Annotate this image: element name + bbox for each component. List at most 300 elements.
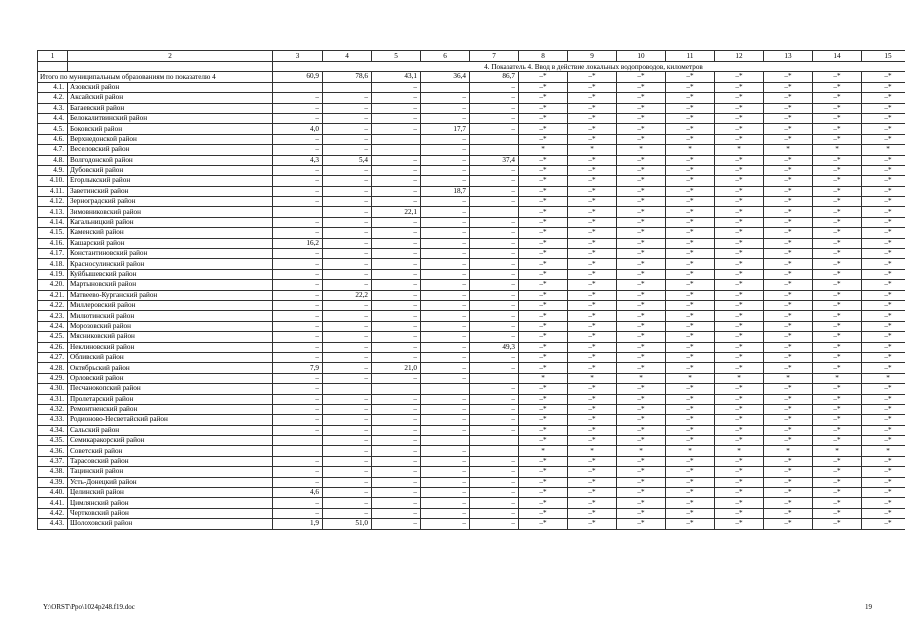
row-value: –* bbox=[568, 332, 617, 342]
row-value: –* bbox=[764, 352, 813, 362]
total-row-value: –* bbox=[617, 72, 666, 82]
total-row bbox=[38, 72, 905, 82]
row-value: –* bbox=[813, 93, 862, 103]
row-value: –* bbox=[764, 238, 813, 248]
row-value: –* bbox=[568, 425, 617, 435]
row-value: –* bbox=[519, 311, 568, 321]
row-value: * bbox=[519, 373, 568, 383]
row-value: – bbox=[372, 103, 421, 113]
row-value: – bbox=[323, 488, 372, 498]
row-value: – bbox=[372, 508, 421, 518]
row-value: – bbox=[372, 425, 421, 435]
row-value: –* bbox=[813, 311, 862, 321]
row-value: –* bbox=[715, 404, 764, 414]
row-value: –* bbox=[813, 488, 862, 498]
table-row bbox=[38, 436, 905, 446]
row-value: – bbox=[470, 477, 519, 487]
row-value: –* bbox=[568, 404, 617, 414]
district-name: Тацинский район bbox=[68, 467, 273, 477]
row-value: –* bbox=[666, 488, 715, 498]
column-number-cell: 6 bbox=[421, 51, 470, 62]
row-value: –* bbox=[666, 165, 715, 175]
row-value: – bbox=[273, 269, 323, 279]
row-value: –* bbox=[764, 82, 813, 92]
row-number: 4.2. bbox=[38, 93, 68, 103]
row-value: –* bbox=[764, 467, 813, 477]
row-value: –* bbox=[519, 280, 568, 290]
row-value: –* bbox=[617, 155, 666, 165]
row-value: – bbox=[273, 197, 323, 207]
row-value: –* bbox=[764, 207, 813, 217]
row-value: – bbox=[273, 456, 323, 466]
row-value: – bbox=[323, 176, 372, 186]
row-value: – bbox=[372, 436, 421, 446]
row-value: –* bbox=[519, 456, 568, 466]
row-value: – bbox=[323, 425, 372, 435]
row-value: – bbox=[273, 404, 323, 414]
row-value: – bbox=[323, 415, 372, 425]
row-value: – bbox=[421, 311, 470, 321]
table-row bbox=[38, 124, 905, 134]
row-value: –* bbox=[862, 300, 905, 310]
row-value: – bbox=[273, 332, 323, 342]
row-value: – bbox=[421, 134, 470, 144]
row-value: –* bbox=[813, 342, 862, 352]
row-value: – bbox=[323, 113, 372, 123]
row-value: –* bbox=[568, 113, 617, 123]
row-value: – bbox=[421, 259, 470, 269]
row-value: –* bbox=[617, 103, 666, 113]
row-value: –* bbox=[862, 290, 905, 300]
row-value: –* bbox=[568, 103, 617, 113]
row-value: –* bbox=[568, 134, 617, 144]
row-value: –* bbox=[813, 165, 862, 175]
table-row bbox=[38, 394, 905, 404]
row-number: 4.4. bbox=[38, 113, 68, 123]
row-value: –* bbox=[862, 155, 905, 165]
row-value: –* bbox=[862, 197, 905, 207]
row-value: – bbox=[323, 134, 372, 144]
row-value: – bbox=[323, 477, 372, 487]
row-number: 4.3. bbox=[38, 103, 68, 113]
row-value: * bbox=[617, 446, 666, 456]
row-value: –* bbox=[862, 259, 905, 269]
row-value: – bbox=[273, 145, 323, 155]
row-value: –* bbox=[519, 415, 568, 425]
row-value: –* bbox=[764, 186, 813, 196]
row-value: –* bbox=[519, 176, 568, 186]
row-value: –* bbox=[666, 134, 715, 144]
row-value: –* bbox=[519, 394, 568, 404]
district-name: Белокалитвинский район bbox=[68, 113, 273, 123]
row-value: –* bbox=[519, 363, 568, 373]
row-value: –* bbox=[862, 113, 905, 123]
row-value: –* bbox=[813, 290, 862, 300]
row-value: –* bbox=[519, 259, 568, 269]
row-value: –* bbox=[715, 217, 764, 227]
row-value bbox=[470, 145, 519, 155]
row-value: –* bbox=[862, 186, 905, 196]
row-value: –* bbox=[568, 186, 617, 196]
row-value: – bbox=[372, 217, 421, 227]
row-value: – bbox=[421, 145, 470, 155]
table-row bbox=[38, 488, 905, 498]
row-value: * bbox=[764, 446, 813, 456]
row-value bbox=[372, 384, 421, 394]
row-value: – bbox=[273, 165, 323, 175]
column-number-cell: 9 bbox=[568, 51, 617, 62]
row-value: –* bbox=[715, 436, 764, 446]
table-row bbox=[38, 446, 905, 456]
row-value bbox=[273, 82, 323, 92]
row-value: – bbox=[421, 238, 470, 248]
row-value: –* bbox=[666, 363, 715, 373]
row-value: –* bbox=[568, 342, 617, 352]
district-name: Морозовский район bbox=[68, 321, 273, 331]
section-blank-cell bbox=[68, 62, 273, 72]
row-value: –* bbox=[617, 352, 666, 362]
row-value bbox=[421, 82, 470, 92]
row-value: – bbox=[323, 446, 372, 456]
row-value: – bbox=[470, 269, 519, 279]
row-number: 4.19. bbox=[38, 269, 68, 279]
row-value: –* bbox=[617, 488, 666, 498]
row-number: 4.7. bbox=[38, 145, 68, 155]
district-name: Шолоховский район bbox=[68, 519, 273, 529]
row-number: 4.10. bbox=[38, 176, 68, 186]
row-value: –* bbox=[666, 217, 715, 227]
row-value: –* bbox=[666, 197, 715, 207]
row-value: – bbox=[470, 217, 519, 227]
row-value: * bbox=[813, 373, 862, 383]
row-value: –* bbox=[764, 165, 813, 175]
row-value: – bbox=[273, 394, 323, 404]
row-value: – bbox=[372, 176, 421, 186]
row-value: –* bbox=[813, 404, 862, 414]
row-value: – bbox=[421, 249, 470, 259]
column-number-cell: 15 bbox=[862, 51, 905, 62]
row-value: –* bbox=[715, 384, 764, 394]
row-value: –* bbox=[813, 259, 862, 269]
row-value: – bbox=[421, 456, 470, 466]
district-name: Багаевский район bbox=[68, 103, 273, 113]
row-value: –* bbox=[813, 134, 862, 144]
row-value: –* bbox=[862, 456, 905, 466]
column-number-cell: 3 bbox=[273, 51, 323, 62]
row-value bbox=[273, 207, 323, 217]
indicator-table bbox=[37, 50, 905, 530]
row-value: – bbox=[273, 508, 323, 518]
row-value: – bbox=[323, 269, 372, 279]
row-value: – bbox=[372, 228, 421, 238]
row-value: – bbox=[323, 373, 372, 383]
district-name: Родионово-Несветайский район bbox=[68, 415, 273, 425]
row-number: 4.22. bbox=[38, 300, 68, 310]
district-name: Целинский район bbox=[68, 488, 273, 498]
row-value: –* bbox=[519, 113, 568, 123]
row-value: –* bbox=[764, 498, 813, 508]
row-value: –* bbox=[519, 467, 568, 477]
row-value: * bbox=[715, 446, 764, 456]
row-value bbox=[273, 446, 323, 456]
total-row-value: 43,1 bbox=[372, 72, 421, 82]
table-row bbox=[38, 280, 905, 290]
row-value: –* bbox=[813, 124, 862, 134]
row-value: – bbox=[273, 311, 323, 321]
row-value: –* bbox=[813, 384, 862, 394]
column-number-cell: 1 bbox=[38, 51, 68, 62]
district-name: Кашарский район bbox=[68, 238, 273, 248]
row-value: –* bbox=[813, 436, 862, 446]
row-value: –* bbox=[813, 394, 862, 404]
district-name: Семикаракорский район bbox=[68, 436, 273, 446]
row-value: –* bbox=[666, 82, 715, 92]
total-row-value: –* bbox=[813, 72, 862, 82]
row-value: –* bbox=[617, 290, 666, 300]
row-value: –* bbox=[764, 280, 813, 290]
total-row-value: 60,9 bbox=[273, 72, 323, 82]
row-value: –* bbox=[519, 342, 568, 352]
row-value: 22,2 bbox=[323, 290, 372, 300]
row-value: –* bbox=[617, 93, 666, 103]
row-value: –* bbox=[519, 103, 568, 113]
row-value: –* bbox=[617, 217, 666, 227]
table-row bbox=[38, 165, 905, 175]
row-value: –* bbox=[568, 508, 617, 518]
row-value: –* bbox=[764, 321, 813, 331]
table-row bbox=[38, 342, 905, 352]
row-number: 4.41. bbox=[38, 498, 68, 508]
row-value: –* bbox=[715, 363, 764, 373]
row-value: –* bbox=[617, 280, 666, 290]
district-name: Красносулинский район bbox=[68, 259, 273, 269]
row-value: – bbox=[421, 300, 470, 310]
row-number: 4.21. bbox=[38, 290, 68, 300]
row-value: –* bbox=[519, 300, 568, 310]
row-number: 4.20. bbox=[38, 280, 68, 290]
row-value: –* bbox=[715, 124, 764, 134]
district-name: Заветинский район bbox=[68, 186, 273, 196]
row-value: – bbox=[372, 373, 421, 383]
table-row bbox=[38, 290, 905, 300]
row-number: 4.25. bbox=[38, 332, 68, 342]
row-value: –* bbox=[862, 207, 905, 217]
row-value: –* bbox=[764, 508, 813, 518]
row-value: – bbox=[470, 415, 519, 425]
row-value: –* bbox=[617, 300, 666, 310]
row-value: –* bbox=[862, 415, 905, 425]
district-name: Волгодонской район bbox=[68, 155, 273, 165]
row-value: –* bbox=[617, 415, 666, 425]
row-value: –* bbox=[764, 436, 813, 446]
row-value: – bbox=[372, 280, 421, 290]
row-value: –* bbox=[519, 238, 568, 248]
row-value: –* bbox=[862, 384, 905, 394]
district-name: Веселовский район bbox=[68, 145, 273, 155]
row-value: –* bbox=[715, 197, 764, 207]
row-value: – bbox=[323, 456, 372, 466]
row-value bbox=[470, 446, 519, 456]
row-value: –* bbox=[666, 456, 715, 466]
column-number-cell: 4 bbox=[323, 51, 372, 62]
row-value: – bbox=[273, 321, 323, 331]
table-row bbox=[38, 498, 905, 508]
row-value: 16,2 bbox=[273, 238, 323, 248]
row-value: – bbox=[470, 93, 519, 103]
row-value: –* bbox=[715, 269, 764, 279]
row-value: –* bbox=[813, 228, 862, 238]
row-value: – bbox=[421, 467, 470, 477]
row-value: –* bbox=[617, 363, 666, 373]
row-value: * bbox=[568, 373, 617, 383]
row-value: – bbox=[421, 488, 470, 498]
row-value: – bbox=[372, 488, 421, 498]
row-value: –* bbox=[617, 82, 666, 92]
row-value: –* bbox=[813, 269, 862, 279]
row-value: – bbox=[372, 332, 421, 342]
row-value: –* bbox=[519, 425, 568, 435]
row-value: –* bbox=[568, 197, 617, 207]
row-value: – bbox=[323, 249, 372, 259]
district-name: Песчанокопский район bbox=[68, 384, 273, 394]
district-name: Орловский район bbox=[68, 373, 273, 383]
row-value: –* bbox=[862, 249, 905, 259]
total-row-value: –* bbox=[519, 72, 568, 82]
table-row bbox=[38, 103, 905, 113]
table-row bbox=[38, 113, 905, 123]
row-value: –* bbox=[568, 519, 617, 529]
row-value: – bbox=[372, 165, 421, 175]
row-value: –* bbox=[813, 498, 862, 508]
row-value: – bbox=[323, 342, 372, 352]
row-value: – bbox=[372, 498, 421, 508]
row-value: –* bbox=[813, 217, 862, 227]
column-number-cell: 10 bbox=[617, 51, 666, 62]
row-value: – bbox=[323, 207, 372, 217]
row-value: –* bbox=[764, 103, 813, 113]
table-row bbox=[38, 228, 905, 238]
row-value: – bbox=[372, 259, 421, 269]
row-number: 4.5. bbox=[38, 124, 68, 134]
row-value: – bbox=[323, 238, 372, 248]
district-name: Азовский район bbox=[68, 82, 273, 92]
row-value: – bbox=[470, 124, 519, 134]
row-value: –* bbox=[715, 290, 764, 300]
row-value: – bbox=[372, 269, 421, 279]
row-value: – bbox=[470, 186, 519, 196]
district-name: Дубовский район bbox=[68, 165, 273, 175]
row-value: –* bbox=[519, 332, 568, 342]
row-value: –* bbox=[519, 508, 568, 518]
row-number: 4.24. bbox=[38, 321, 68, 331]
section-title: 4. Показатель 4. Ввод в действие локальных водопроводов, километров bbox=[273, 62, 905, 72]
document-file-path: Y:\ORST\Ppo\1024p248.f19.doc bbox=[43, 603, 135, 611]
row-value bbox=[323, 82, 372, 92]
row-value: –* bbox=[862, 134, 905, 144]
row-value: –* bbox=[568, 228, 617, 238]
row-value: –* bbox=[568, 176, 617, 186]
row-value: – bbox=[470, 249, 519, 259]
row-value: –* bbox=[862, 404, 905, 414]
row-value: –* bbox=[715, 415, 764, 425]
row-value: –* bbox=[764, 477, 813, 487]
row-value: –* bbox=[813, 332, 862, 342]
row-value: –* bbox=[617, 311, 666, 321]
row-value bbox=[421, 384, 470, 394]
row-value: – bbox=[323, 300, 372, 310]
column-number-cell: 11 bbox=[666, 51, 715, 62]
row-value: – bbox=[470, 103, 519, 113]
row-value: –* bbox=[666, 352, 715, 362]
row-value: –* bbox=[813, 155, 862, 165]
row-value: – bbox=[273, 290, 323, 300]
row-value: – bbox=[273, 373, 323, 383]
section-title-row bbox=[38, 62, 905, 72]
district-name: Миллеровский район bbox=[68, 300, 273, 310]
district-name: Советский район bbox=[68, 446, 273, 456]
district-name: Милютинский район bbox=[68, 311, 273, 321]
district-name: Цимлянский район bbox=[68, 498, 273, 508]
row-value: * bbox=[862, 446, 905, 456]
row-value: – bbox=[372, 300, 421, 310]
row-value: – bbox=[470, 352, 519, 362]
row-value: –* bbox=[764, 488, 813, 498]
row-value: –* bbox=[862, 467, 905, 477]
row-value: – bbox=[372, 249, 421, 259]
district-name: Мясниковский район bbox=[68, 332, 273, 342]
row-value: –* bbox=[666, 332, 715, 342]
row-value: –* bbox=[568, 165, 617, 175]
table-row bbox=[38, 477, 905, 487]
row-value: – bbox=[273, 228, 323, 238]
row-value: –* bbox=[666, 259, 715, 269]
row-value: –* bbox=[715, 508, 764, 518]
row-number: 4.23. bbox=[38, 311, 68, 321]
row-value: –* bbox=[519, 321, 568, 331]
row-number: 4.6. bbox=[38, 134, 68, 144]
row-value: – bbox=[470, 259, 519, 269]
row-value: – bbox=[273, 113, 323, 123]
row-value: – bbox=[421, 342, 470, 352]
row-value: –* bbox=[715, 467, 764, 477]
row-value: –* bbox=[813, 207, 862, 217]
row-value: –* bbox=[715, 155, 764, 165]
row-value: –* bbox=[666, 311, 715, 321]
row-value: –* bbox=[519, 352, 568, 362]
row-value: * bbox=[764, 373, 813, 383]
row-value: –* bbox=[862, 488, 905, 498]
row-value: –* bbox=[813, 467, 862, 477]
row-value: –* bbox=[666, 113, 715, 123]
row-value: –* bbox=[617, 113, 666, 123]
row-number: 4.14. bbox=[38, 217, 68, 227]
row-value: –* bbox=[813, 103, 862, 113]
row-value: –* bbox=[862, 82, 905, 92]
row-value: –* bbox=[813, 477, 862, 487]
row-value: 22,1 bbox=[372, 207, 421, 217]
row-value: 1,9 bbox=[273, 519, 323, 529]
district-name: Тарасовский район bbox=[68, 456, 273, 466]
row-value: –* bbox=[764, 217, 813, 227]
row-value: – bbox=[372, 352, 421, 362]
row-value: – bbox=[470, 228, 519, 238]
row-value: –* bbox=[617, 404, 666, 414]
row-value: 7,9 bbox=[273, 363, 323, 373]
row-value: – bbox=[470, 508, 519, 518]
row-value: –* bbox=[617, 321, 666, 331]
row-value: – bbox=[372, 446, 421, 456]
table-row bbox=[38, 300, 905, 310]
